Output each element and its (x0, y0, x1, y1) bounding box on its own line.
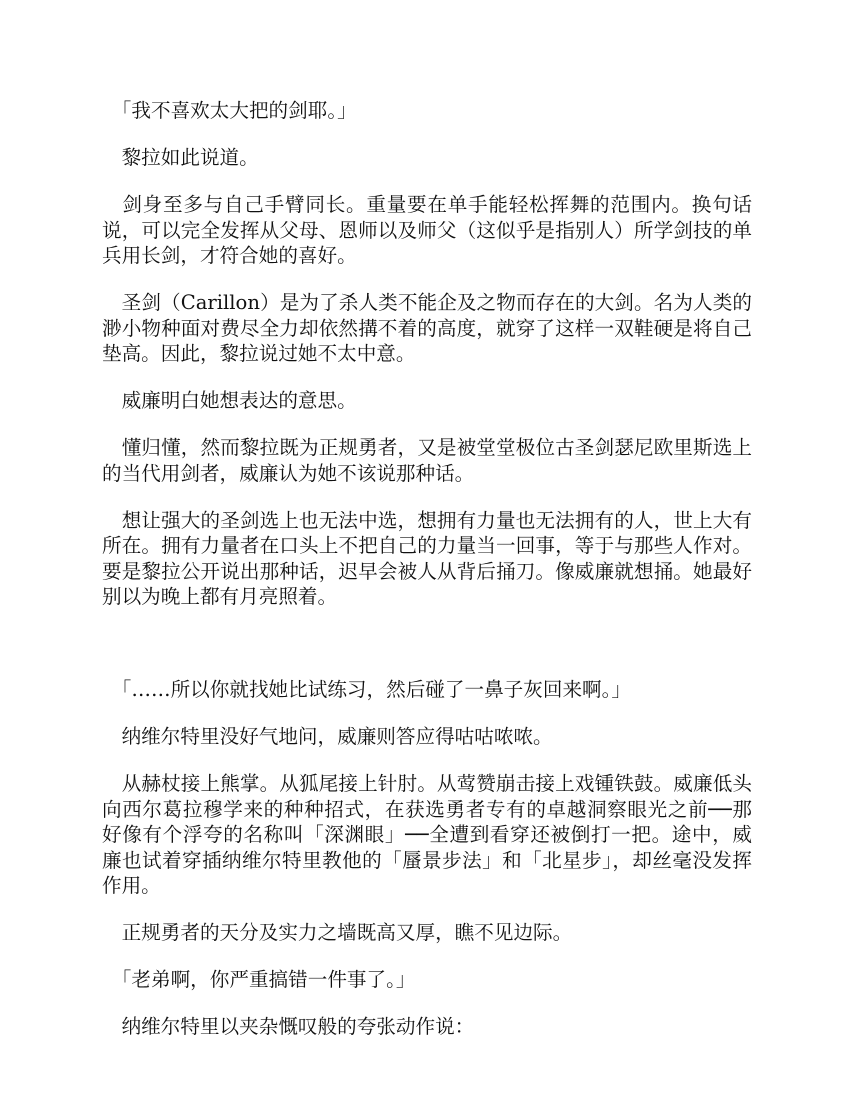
paragraph-5: 威廉明白她想表达的意思。 (102, 389, 357, 412)
scene-break (102, 631, 752, 677)
paragraph-10: 从赫杖接上熊掌。从狐尾接上针肘。从莺赞崩击接上戏锺铁鼓。威廉低头向西尔葛拉穆学来的种种招式，在获选勇者专有的卓越洞察眼光之前──那好像有个浮夸的名称叫「深渊眼」──全遭到看穿还被倒打一把。途中，威廉也试着穿插纳维尔特里教他的「蜃景步法」和「北星步」，却丝毫没发挥作用。 (102, 772, 752, 897)
paragraph-2: 黎拉如此说道。 (102, 146, 259, 169)
document-body (102, 98, 752, 1061)
paragraph-11: 正规勇者的天分及实力之墙既高又厚，瞧不见边际。 (102, 921, 573, 944)
paragraph-7: 想让强大的圣剑选上也无法中选，想拥有力量也无法拥有的人，世上大有所在。拥有力量者在口头上不把自己的力量当一回事，等于与那些人作对。要是黎拉公开说出那种话，迟早会被人从背后捅刀。像威廉就想捅。她最好别以为晚上都有月亮照着。 (102, 508, 752, 608)
paragraph-6: 懂归懂，然而黎拉既为正规勇者，又是被堂堂极位古圣剑瑟尼欧里斯选上的当代用剑者，威廉认为她不该说那种话。 (102, 436, 752, 485)
paragraph-3: 剑身至多与自己手臂同长。重量要在单手能轻松挥舞的范围内。换句话说，可以完全发挥从父母、恩师以及师父（这似乎是指别人）所学剑技的单兵用长剑，才符合她的喜好。 (102, 193, 752, 267)
paragraph-1: 「我不喜欢太大把的剑耶。」 (102, 99, 357, 122)
paragraph-13: 纳维尔特里以夹杂慨叹般的夸张动作说： (102, 1015, 475, 1038)
paragraph-9: 纳维尔特里没好气地问，威廉则答应得咕咕哝哝。 (102, 725, 553, 748)
paragraph-8: 「……所以你就找她比试练习，然后碰了一鼻子灰回来啊。」 (102, 678, 632, 701)
paragraph-4: 圣剑（Carillon）是为了杀人类不能企及之物而存在的大剑。名为人类的渺小物种面对费尽全力却依然搆不着的高度，就穿了这样一双鞋硬是将自己垫高。因此，黎拉说过她不太中意。 (102, 291, 752, 365)
paragraph-12: 「老弟啊，你严重搞错一件事了。」 (102, 968, 416, 991)
